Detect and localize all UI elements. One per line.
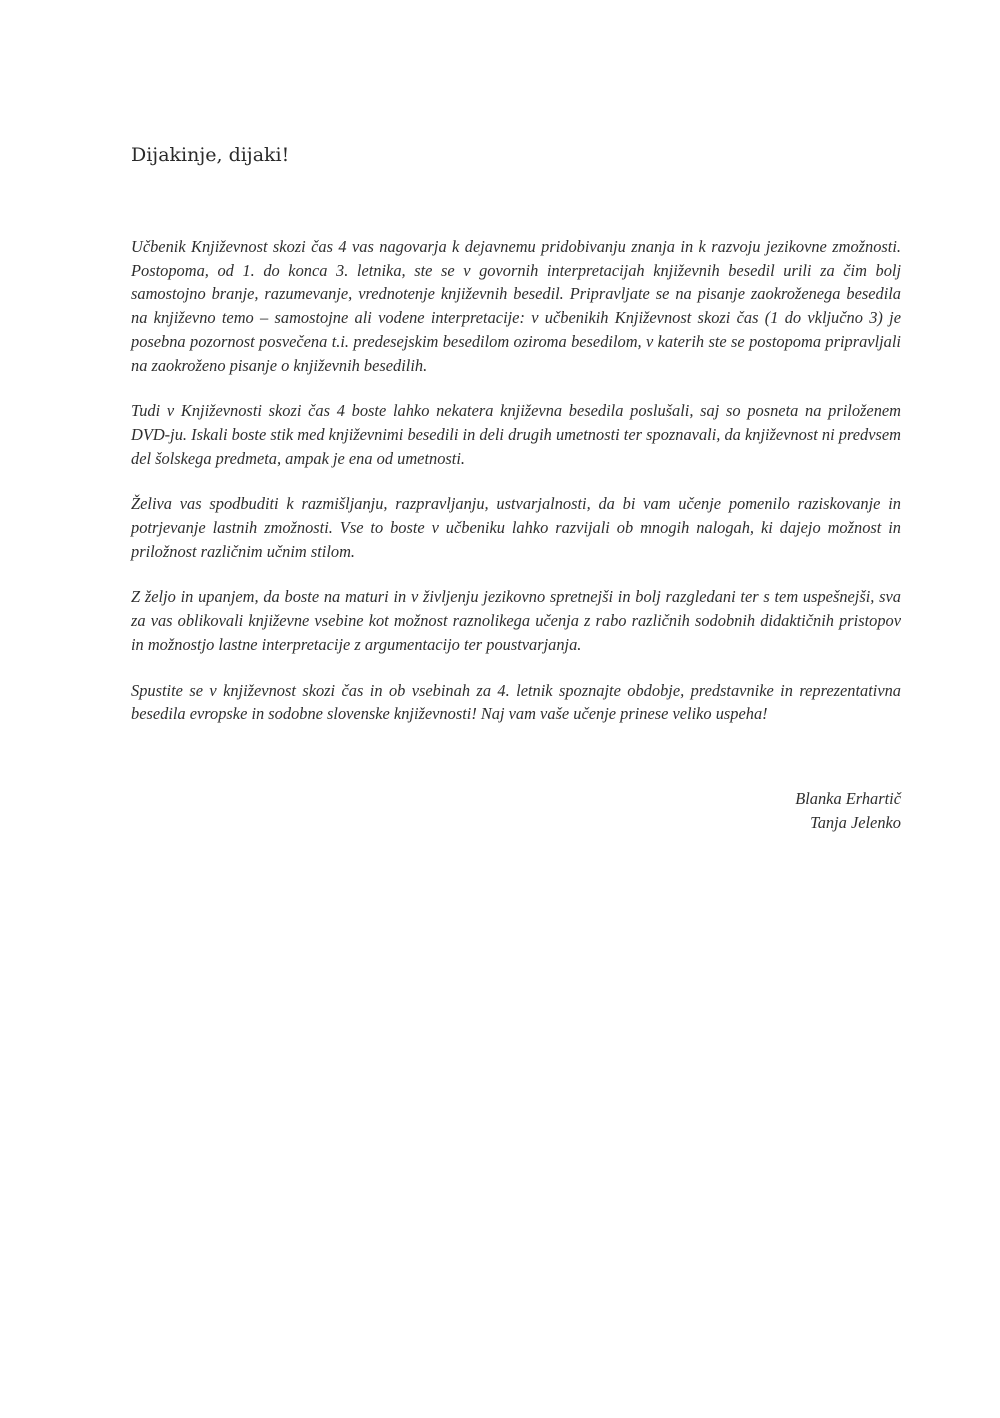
paragraph-closing: Spustite se v književnost skozi čas in ob vsebinah za 4. letnik spoznajte obdobje, predstavnike in reprezentativna besedila evropske in sodobne slovenske književnosti! Naj vam vaše učenje prinese veliko uspeha! (131, 680, 901, 724)
paragraph-intro: Učbenik Književnost skozi čas 4 vas nagovarja k dejavnemu pridobivanju znanja in k razvoju jezikovne zmožnosti. Postopoma, od 1. do konca 3. letnika, ste se v govornih interpretacijah književnih besedil urili za čim bolj samostojno branje, razumevanje, vrednotenje književnih besedil. Pripravljate se na pisanje zaokroženega besedila na književno temo – samostojne ali vodene interpretacije: v učbenikih Književnost skozi čas (1 do vključno 3) je posebna pozornost posvečena t.i. predesejskim besedilom oziroma besedilom, v katerih ste se postopoma pripravljali na zaokroženo pisanje o književnih besedilih. (131, 237, 901, 375)
letter-body (131, 235, 901, 748)
author-name: Blanka Erhartič (795, 789, 901, 808)
signature-block (795, 787, 901, 835)
paragraph-encouragement: Želiva vas spodbuditi k razmišljanju, razpravljanju, ustvarjalnosti, da bi vam učenje pomenilo raziskovanje in potrjevanje lastnih zmožnosti. Vse to boste v učbeniku lahko razvijali ob mnogih nalogah, ki dajejo možnost in priložnost različnim učnim stilom. (131, 494, 901, 561)
paragraph-dvd: Tudi v Književnosti skozi čas 4 boste lahko nekatera književna besedila poslušali, saj so posneta na priloženem DVD-ju. Iskali boste stik med književnimi besedili in deli drugih umetnosti ter spoznavali, da književnost ni predvsem del šolskega predmeta, ampak je ena od umetnosti. (131, 401, 901, 468)
letter-greeting: Dijakinje, dijaki! (131, 144, 290, 166)
paragraph-wishes: Z željo in upanjem, da boste na maturi in v življenju jezikovno spretnejši in bolj razgledani ter s tem uspešnejši, sva za vas oblikovali književne vsebine kot možnost raznolikega učenja z rabo različnih sodobnih didaktičnih pristopov in možnostjo lastne interpretacije z argumentacijo ter poustvarjanja. (131, 587, 901, 654)
author-name: Tanja Jelenko (810, 813, 901, 832)
